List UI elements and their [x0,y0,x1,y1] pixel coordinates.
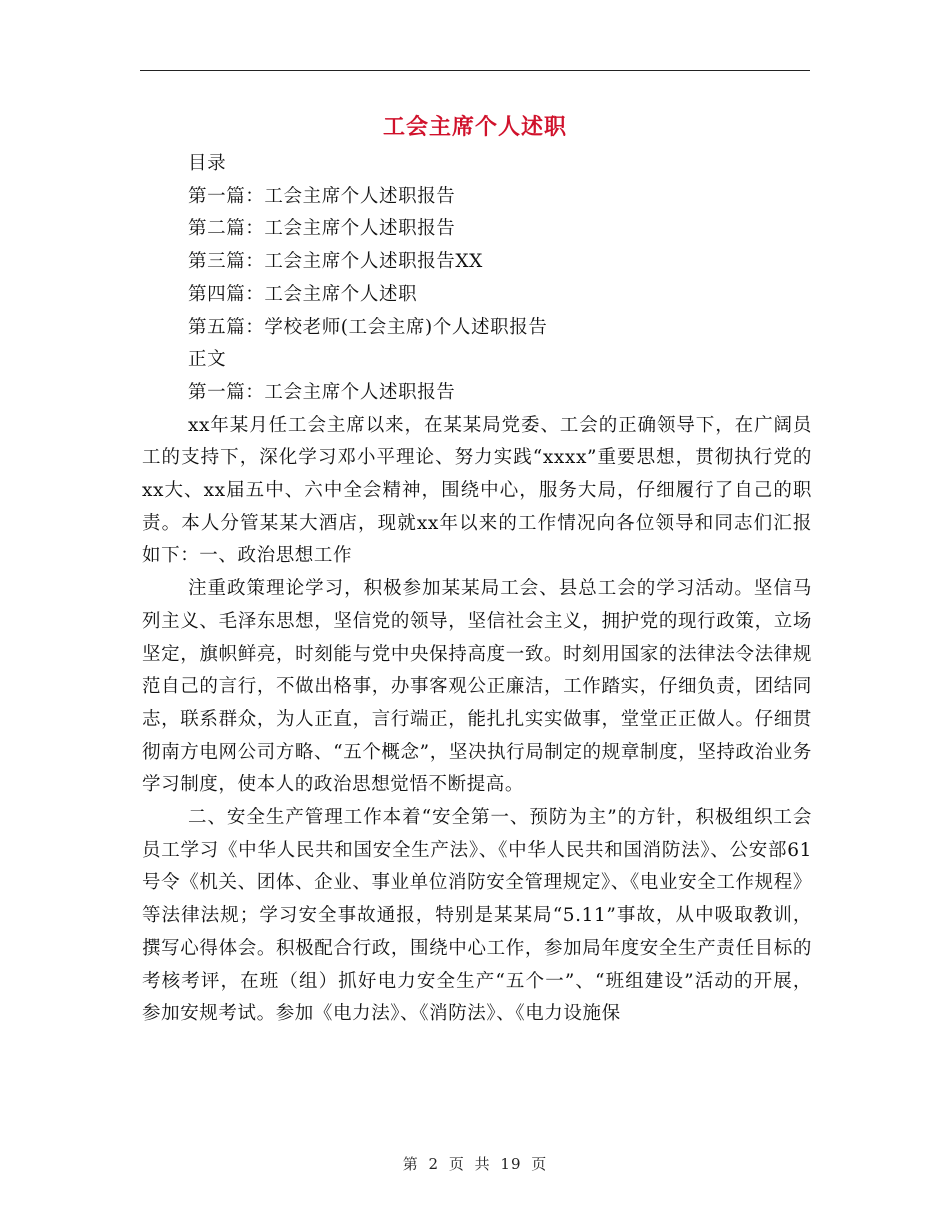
footer-total-word: 共 [474,1155,491,1173]
toc-heading: 目录 [188,153,227,174]
paragraph: 注重政策理论学习，积极参加某某局工会、县总工会的学习活动。坚信马列主义、毛泽东思想，坚信党的领导，坚信社会主义，拥护党的现行政策，立场坚定，旗帜鲜亮，时刻能与党中央保持高度一致。时刻用国家的法律法令法律规范自己的言行，不做出格事，办事客观公正廉洁，工作踏实，仔细负责，团结同志，联系群众，为人正直，言行端正，能扎扎实实做事，堂堂正正做人。仔细贯彻南方电网公司方略、“五个概念”，坚决执行局制定的规章制度，坚持政治业务学习制度，使本人的政治思想觉悟不断提高。 [142,578,812,796]
document-body [142,148,812,1031]
body-heading: 正文 [188,349,227,371]
section-title: 第一篇：工会主席个人述职报告 [188,381,456,403]
footer-suffix: 页 [531,1155,548,1173]
toc-item: 第一篇：工会主席个人述职报告 [188,185,456,207]
page-footer [0,1153,950,1174]
header-rule [140,70,810,71]
paragraph: xx年某月任工会主席以来，在某某局党委、工会的正确领导下，在广阔员工的支持下，深化学习邓小平理论、努力实践“xxxx”重要思想，贯彻执行党的xx大、xx届五中、六中全会精神，围绕中心，服务大局，仔细履行了自己的职责。本人分管某某大酒店，现就xx年以来的工作情况向各位领导和同志们汇报如下：一、政治思想工作 [142,414,812,567]
current-page-number: 2 [428,1155,440,1173]
toc-item: 第五篇：学校老师(工会主席)个人述职报告 [188,316,548,338]
document-title: 工会主席个人述职 [382,115,567,140]
footer-page-word: 页 [448,1155,465,1173]
toc-item: 第二篇：工会主席个人述职报告 [188,218,456,240]
total-page-count: 19 [500,1155,522,1173]
toc-item: 第三篇：工会主席个人述职报告XX [188,251,483,273]
paragraph: 二、安全生产管理工作本着“安全第一、预防为主”的方针，积极组织工会员工学习《中华人民共和国安全生产法》、《中华人民共和国消防法》、公安部61号令《机关、团体、企业、事业单位消防安全管理规定》、《电业安全工作规程》等法律法规；学习安全事故通报，特别是某某局“5.11”事故，从中吸取教训，撰写心得体会。积极配合行政，围绕中心工作，参加局年度安全生产责任目标的考核考评，在班（组）抓好电力安全生产“五个一”、“班组建设”活动的开展，参加安规考试。参加《电力法》、《消防法》、《电力设施保 [142,807,812,1025]
footer-prefix: 第 [402,1155,419,1173]
toc-item: 第四篇：工会主席个人述职 [188,283,418,305]
